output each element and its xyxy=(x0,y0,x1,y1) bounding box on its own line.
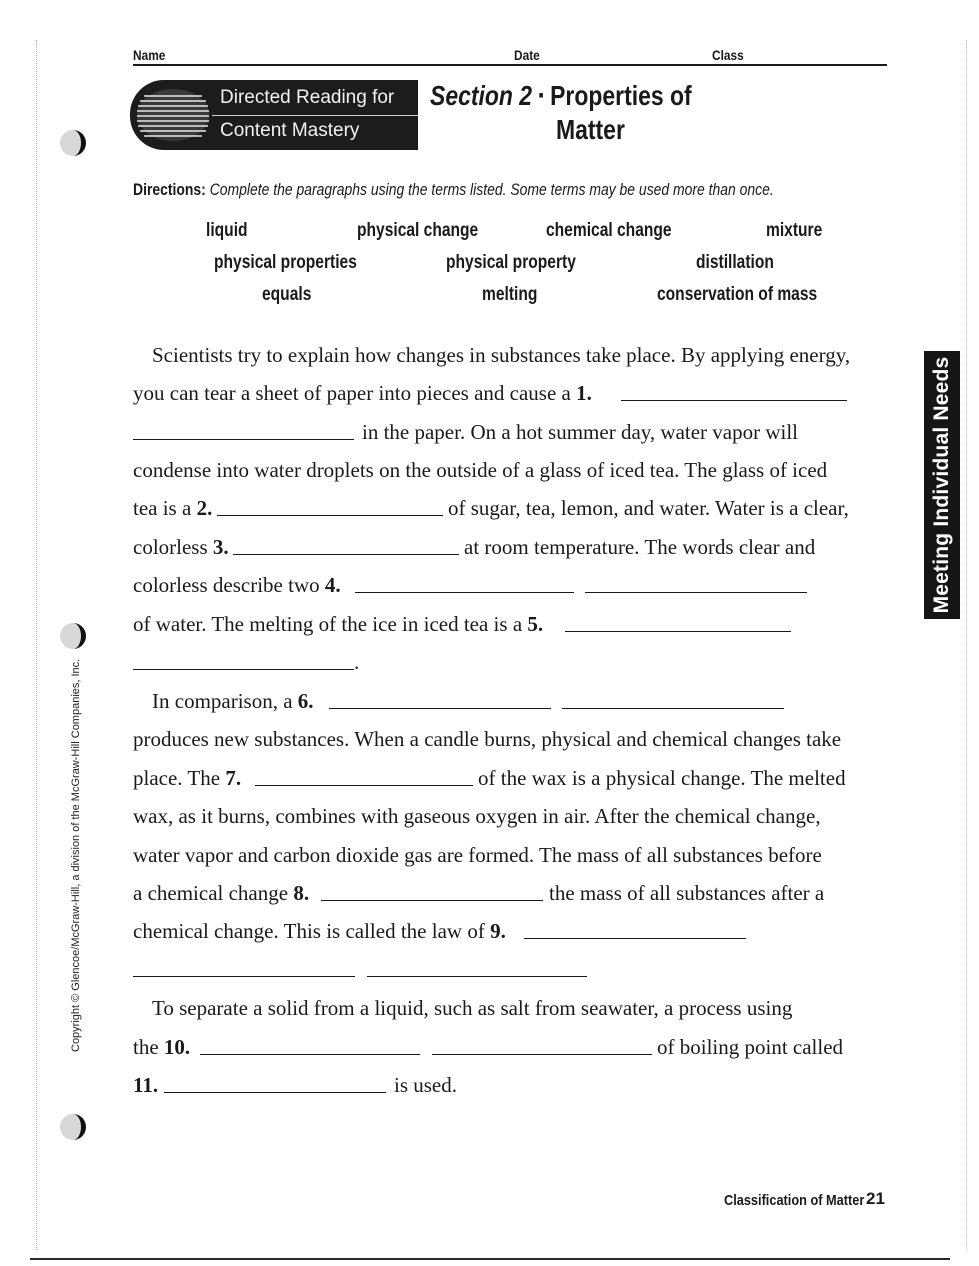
banner-line-2: Content Mastery xyxy=(220,120,360,141)
term-melting: melting xyxy=(482,284,538,305)
p2-line-6a xyxy=(133,881,309,905)
term-distillation: distillation xyxy=(696,252,774,273)
answer-blank-7[interactable] xyxy=(255,785,473,786)
p2-line-2: produces new substances. When a candle burns, physical and chemical changes take xyxy=(133,727,842,751)
banner-stripes-icon xyxy=(136,88,210,142)
p2-line-3a-text: place. The xyxy=(133,766,221,790)
answer-blank-10a[interactable] xyxy=(200,1054,420,1055)
term-liquid: liquid xyxy=(206,220,248,241)
directed-reading-banner xyxy=(130,80,418,150)
term-physical-change: physical change xyxy=(357,220,479,241)
answer-blank-5b[interactable] xyxy=(133,669,354,670)
answer-blank-4b[interactable] xyxy=(585,592,807,593)
p2-line-5: water vapor and carbon dioxide gas are formed. The mass of all substances before xyxy=(133,843,822,867)
section-title-line-1: Properties of xyxy=(550,80,692,111)
answer-blank-5a[interactable] xyxy=(565,631,791,632)
blank-number-11: 11. xyxy=(133,1073,159,1097)
section-bullet: ▪ xyxy=(538,85,544,105)
date-label: Date xyxy=(514,47,540,63)
banner-line-1: Directed Reading for xyxy=(220,87,395,108)
p1-line-1: Scientists try to explain how changes in substances take place. By applying energy, xyxy=(152,343,851,367)
name-label: Name xyxy=(133,47,166,63)
p1-line-8a-text: of water. The melting of the ice in iced tea is a xyxy=(133,612,523,636)
p1-line-2 xyxy=(133,381,592,405)
p2-line-4: wax, as it burns, combines with gaseous oxygen in air. After the chemical change, xyxy=(133,804,821,828)
blank-number-9: 9. xyxy=(490,919,506,943)
term-physical-property: physical property xyxy=(446,252,576,273)
p3-line-2a-text: the xyxy=(133,1035,159,1059)
answer-blank-10b[interactable] xyxy=(432,1054,652,1055)
answer-blank-1a[interactable] xyxy=(621,400,847,401)
blank-number-7: 7. xyxy=(225,766,242,790)
blank-number-1: 1. xyxy=(576,381,592,405)
section-prefix: Section 2 xyxy=(430,80,533,111)
p1-line-6b: at room temperature. The words clear and xyxy=(464,535,816,559)
answer-blank-2[interactable] xyxy=(217,515,443,516)
p1-line-8a xyxy=(133,612,543,636)
p1-line-4: condense into water droplets on the outside of a glass of iced tea. The glass of iced xyxy=(133,458,828,482)
term-mixture: mixture xyxy=(766,220,823,241)
answer-blank-9c[interactable] xyxy=(367,976,587,977)
p1-line-9: . xyxy=(354,650,360,674)
term-conservation-of-mass: conservation of mass xyxy=(657,284,818,305)
class-label: Class xyxy=(712,47,744,63)
p1-line-7a-text: colorless describe two xyxy=(133,573,320,597)
answer-blank-8[interactable] xyxy=(321,900,543,901)
answer-blank-6a[interactable] xyxy=(329,708,551,709)
side-tab-label: Meeting Individual Needs xyxy=(930,356,953,614)
blank-number-3: 3. xyxy=(212,535,229,559)
p2-line-3b: of the wax is a physical change. The melted xyxy=(478,766,846,790)
punch-hole-icon xyxy=(58,128,88,158)
p1-line-5a xyxy=(133,496,212,520)
directions xyxy=(133,180,774,200)
blank-number-10: 10. xyxy=(163,1035,191,1059)
term-physical-properties: physical properties xyxy=(214,252,357,273)
answer-blank-9b[interactable] xyxy=(133,976,355,977)
page-number: 21 xyxy=(866,1189,885,1208)
p1-line-5b: of sugar, tea, lemon, and water. Water is a clear, xyxy=(448,496,849,520)
p1-line-5a-text: tea is a xyxy=(133,496,192,520)
term-equals: equals xyxy=(262,284,312,305)
p2-line-1a-text: In comparison, a xyxy=(152,689,293,713)
p3-line-2a xyxy=(133,1035,190,1059)
p2-line-7a-text: chemical change. This is called the law of xyxy=(133,919,485,943)
p3-line-2b: of boiling point called xyxy=(657,1035,844,1059)
footer-chapter-title: Classification of Matter xyxy=(724,1192,865,1209)
copyright-notice: Copyright © Glencoe/McGraw-Hill, a division of the McGraw-Hill Companies, Inc. xyxy=(70,658,82,1052)
answer-blank-4a[interactable] xyxy=(355,592,574,593)
answer-blank-6b[interactable] xyxy=(562,708,784,709)
p2-line-3a xyxy=(133,766,241,790)
p2-line-7a xyxy=(133,919,506,943)
p3-line-1: To separate a solid from a liquid, such as salt from seawater, a process using xyxy=(152,996,793,1020)
p2-line-6a-text: a chemical change xyxy=(133,881,289,905)
banner-divider xyxy=(212,115,418,116)
blank-number-5: 5. xyxy=(527,612,544,636)
p3-line-3b: is used. xyxy=(394,1073,457,1097)
answer-blank-1b[interactable] xyxy=(133,439,354,440)
blank-number-6: 6. xyxy=(297,689,314,713)
section-title xyxy=(430,80,692,112)
p1-line-7a xyxy=(133,573,341,597)
term-chemical-change: chemical change xyxy=(546,220,672,241)
blank-number-4: 4. xyxy=(324,573,341,597)
punch-hole-icon xyxy=(58,1112,88,1142)
blank-number-8: 8. xyxy=(293,881,310,905)
page-edge-left xyxy=(36,40,38,1250)
p1-line-6a-text: colorless xyxy=(133,535,208,559)
directions-label: Directions: xyxy=(133,180,206,199)
answer-blank-9a[interactable] xyxy=(524,938,746,939)
page-edge-right xyxy=(966,40,968,1250)
blank-number-2: 2. xyxy=(196,496,213,520)
p1-line-2-text: you can tear a sheet of paper into pieces and cause a xyxy=(133,381,571,405)
bottom-rule xyxy=(30,1258,950,1260)
section-title-line-2: Matter xyxy=(556,114,625,145)
p2-line-1a xyxy=(152,689,314,713)
p1-line-3: in the paper. On a hot summer day, water vapor will xyxy=(362,420,799,444)
answer-blank-11[interactable] xyxy=(164,1092,386,1093)
p2-line-6b: the mass of all substances after a xyxy=(549,881,825,905)
p1-line-6a xyxy=(133,535,229,559)
directions-text: Complete the paragraphs using the terms listed. Some terms may be used more than once. xyxy=(209,180,774,199)
answer-blank-3[interactable] xyxy=(233,554,459,555)
header-rule xyxy=(133,64,887,66)
side-tab xyxy=(924,351,960,619)
punch-hole-icon xyxy=(58,621,88,651)
